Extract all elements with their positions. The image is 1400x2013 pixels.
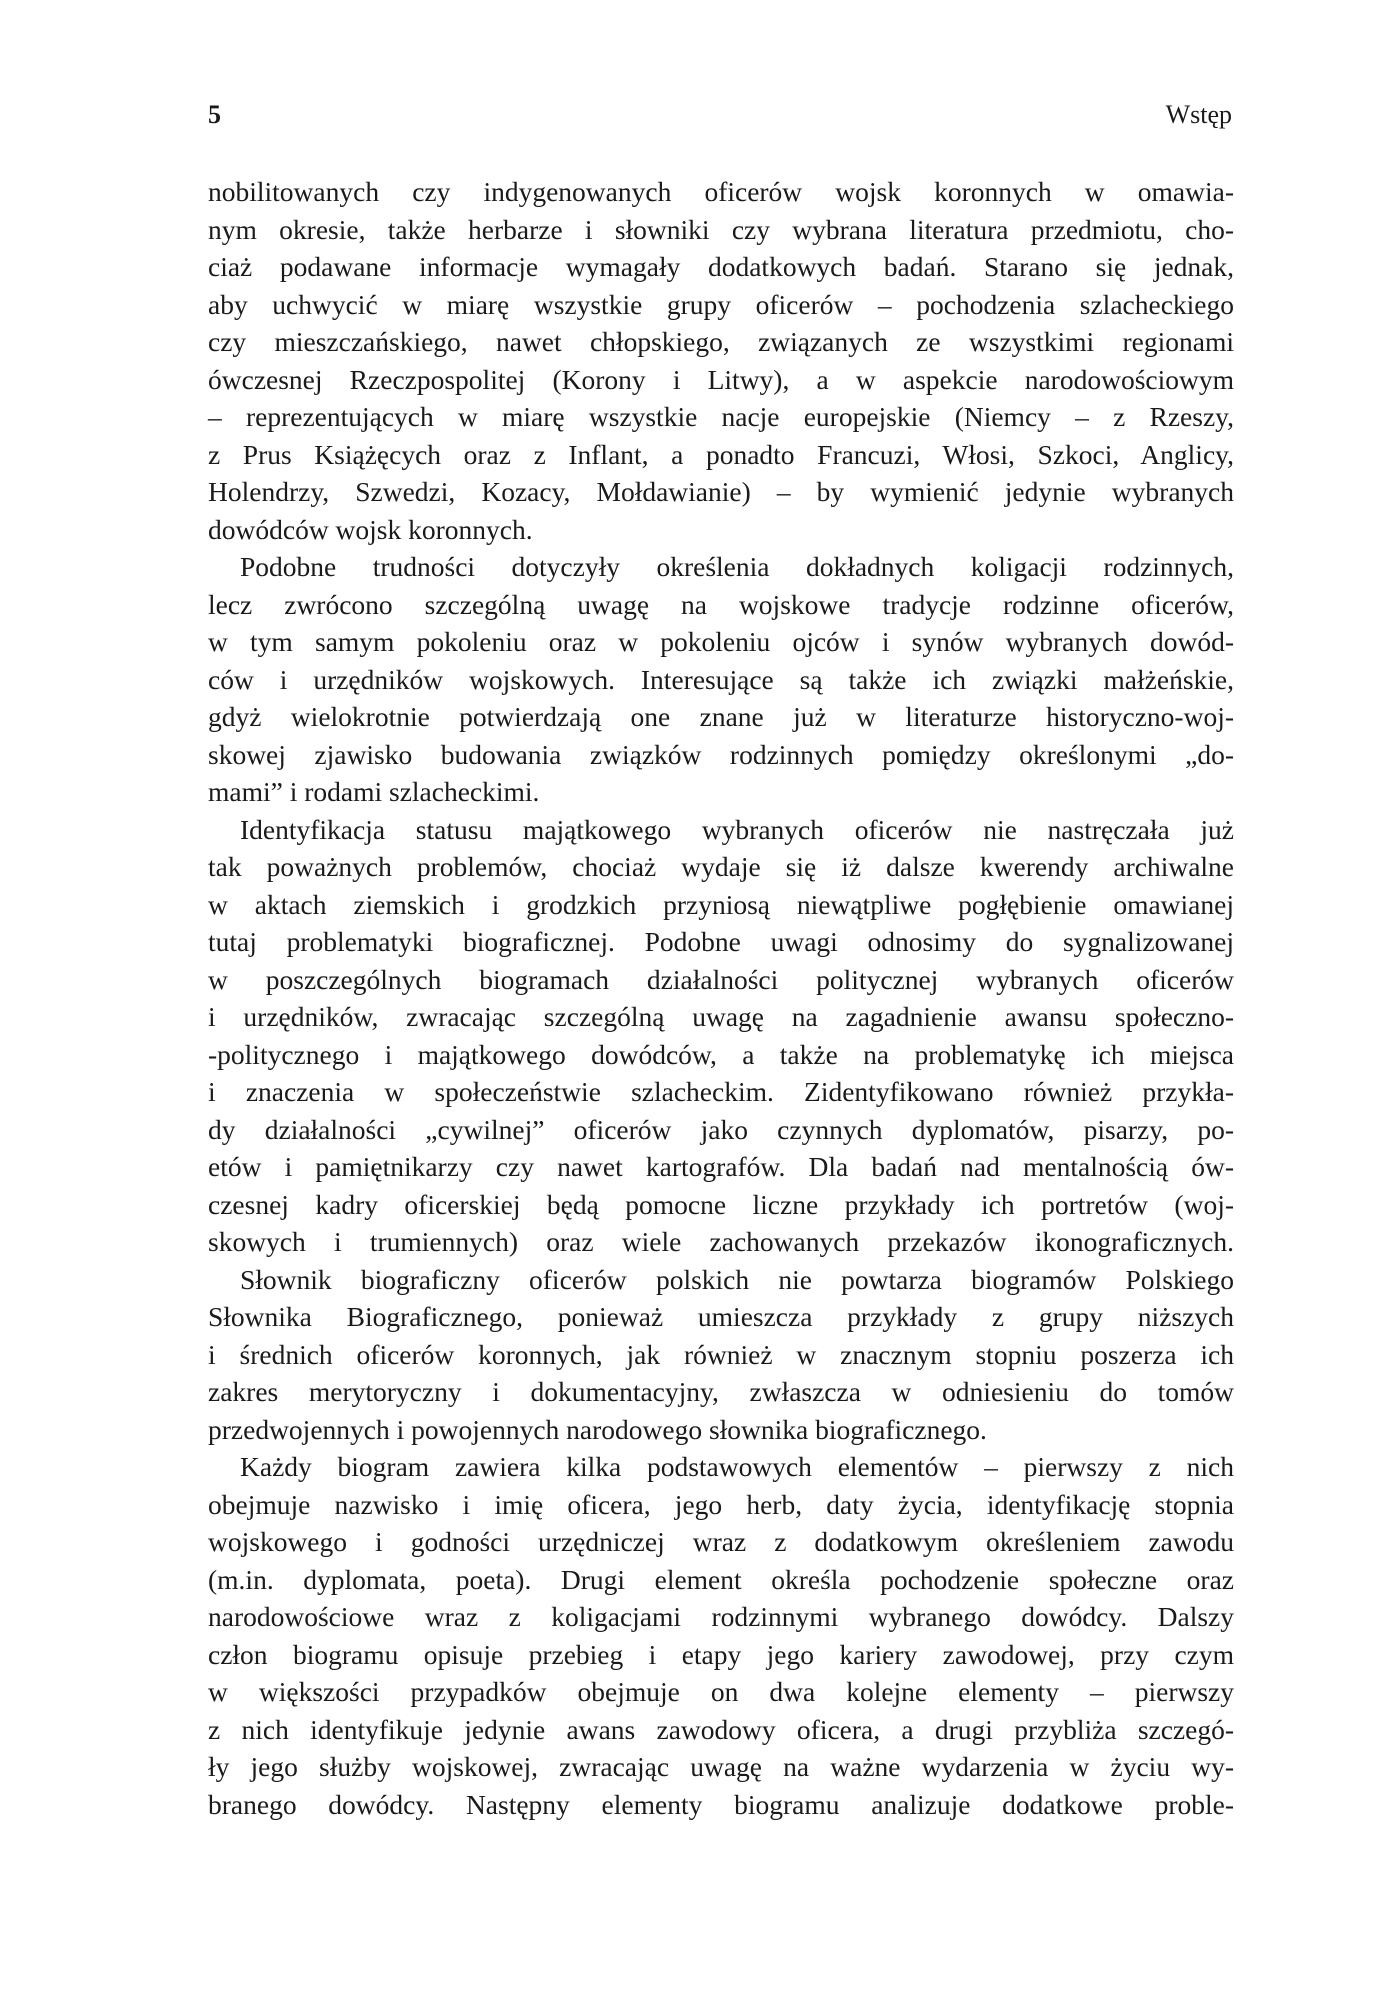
text-line: skowej zjawisko budowania związków rodzinnych pomiędzy określonymi „do- [208, 738, 1234, 770]
text-line: ciaż podawane informacje wymagały dodatkowych badań. Starano się jednak, [208, 251, 1234, 282]
text-line: z Prus Książęcych oraz z Inflant, a ponadto Francuzi, Włosi, Szkoci, Anglicy, [208, 438, 1234, 470]
text-line: Identyfikacja statusu majątkowego wybranych oficerów nie nastręczała już [240, 813, 1234, 845]
text-line: zakres merytoryczny i dokumentacyjny, zwłaszcza w odniesieniu do tomów [208, 1376, 1234, 1407]
text-line: obejmuje nazwisko i imię oficera, jego herb, daty życia, identyfikację stopnia [208, 1488, 1234, 1520]
text-line: tutaj problematyki biograficznej. Podobne uwagi odnosimy do sygnalizowanej [208, 926, 1234, 957]
text-line: z nich identyfikuje jedynie awans zawodowy oficera, a drugi przybliża szczegó- [208, 1713, 1234, 1745]
page-header [208, 100, 1232, 136]
text-line: ły jego służby wojskowej, zwracając uwagę na ważne wydarzenia w życiu wy- [208, 1751, 1234, 1782]
running-title: Wstęp [1165, 100, 1232, 129]
text-line: i znaczenia w społeczeństwie szlacheckim. Zidentyfikowano również przykła- [208, 1076, 1234, 1107]
text-line: i średnich oficerów koronnych, jak również w znacznym stopniu poszerza ich [208, 1338, 1234, 1370]
text-line: ówczesnej Rzeczpospolitej (Korony i Litwy), a w aspekcie narodowościowym [208, 363, 1234, 395]
text-line: narodowościowe wraz z koligacjami rodzinnymi wybranego dowódcy. Dalszy [208, 1601, 1234, 1632]
text-line: lecz zwrócono szczególną uwagę na wojskowe tradycje rodzinne oficerów, [208, 588, 1234, 620]
text-line: w tym samym pokoleniu oraz w pokoleniu ojców i synów wybranych dowód- [208, 626, 1234, 657]
text-line: przedwojennych i powojennych narodowego słownika biograficznego. [208, 1413, 987, 1445]
text-line: tak poważnych problemów, chociaż wydaje się iż dalsze kwerendy archiwalne [208, 851, 1234, 882]
page-number: 5 [208, 100, 221, 129]
text-line: branego dowódcy. Następny elementy biogramu analizuje dodatkowe proble- [208, 1788, 1234, 1820]
text-line: Słownika Biograficznego, ponieważ umieszcza przykłady z grupy niższych [208, 1301, 1234, 1332]
text-line: czy mieszczańskiego, nawet chłopskiego, związanych ze wszystkimi regionami [208, 326, 1234, 357]
text-line: – reprezentujących w miarę wszystkie nacje europejskie (Niemcy – z Rzeszy, [208, 401, 1234, 432]
body-text [208, 173, 1234, 1823]
text-line: dowódców wojsk koronnych. [208, 513, 533, 545]
text-line: czesnej kadry oficerskiej będą pomocne liczne przykłady ich portretów (woj- [208, 1188, 1234, 1220]
text-line: Holendrzy, Szwedzi, Kozacy, Mołdawianie) – by wymienić jedynie wybranych [208, 476, 1234, 507]
text-line: w aktach ziemskich i grodzkich przyniosą niewątpliwe pogłębienie omawianej [208, 888, 1234, 920]
text-line: i urzędników, zwracając szczególną uwagę na zagadnienie awansu społeczno- [208, 1001, 1234, 1032]
text-line: skowych i trumiennych) oraz wiele zachowanych przekazów ikonograficznych. [208, 1226, 1234, 1257]
text-line: Podobne trudności dotyczyły określenia dokładnych koligacji rodzinnych, [240, 551, 1234, 582]
text-line: etów i pamiętnikarzy czy nawet kartografów. Dla badań nad mentalnością ów- [208, 1151, 1234, 1182]
text-line: dy działalności „cywilnej” oficerów jako czynnych dyplomatów, pisarzy, po- [208, 1113, 1234, 1145]
text-line: -politycznego i majątkowego dowódców, a także na problematykę ich miejsca [208, 1038, 1234, 1070]
text-line: w poszczególnych biogramach działalności politycznej wybranych oficerów [208, 963, 1234, 995]
text-line: człon biogramu opisuje przebieg i etapy jego kariery zawodowej, przy czym [208, 1638, 1234, 1670]
text-line: nym okresie, także herbarze i słowniki czy wybrana literatura przedmiotu, cho- [208, 213, 1234, 245]
text-line: Każdy biogram zawiera kilka podstawowych elementów – pierwszy z nich [240, 1451, 1234, 1482]
text-line: aby uchwycić w miarę wszystkie grupy oficerów – pochodzenia szlacheckiego [208, 288, 1234, 320]
text-line: Słownik biograficzny oficerów polskich nie powtarza biogramów Polskiego [240, 1263, 1234, 1295]
text-line: mami” i rodami szlacheckimi. [208, 776, 540, 807]
text-line: w większości przypadków obejmuje on dwa kolejne elementy – pierwszy [208, 1676, 1234, 1707]
text-line: wojskowego i godności urzędniczej wraz z dodatkowym określeniem zawodu [208, 1526, 1234, 1557]
text-line: ców i urzędników wojskowych. Interesujące są także ich związki małżeńskie, [208, 663, 1234, 695]
text-line: nobilitowanych czy indygenowanych oficerów wojsk koronnych w omawia- [208, 176, 1234, 207]
text-line: (m.in. dyplomata, poeta). Drugi element określa pochodzenie społeczne oraz [208, 1563, 1234, 1595]
text-line: gdyż wielokrotnie potwierdzają one znane już w literaturze historyczno-woj- [208, 701, 1234, 732]
